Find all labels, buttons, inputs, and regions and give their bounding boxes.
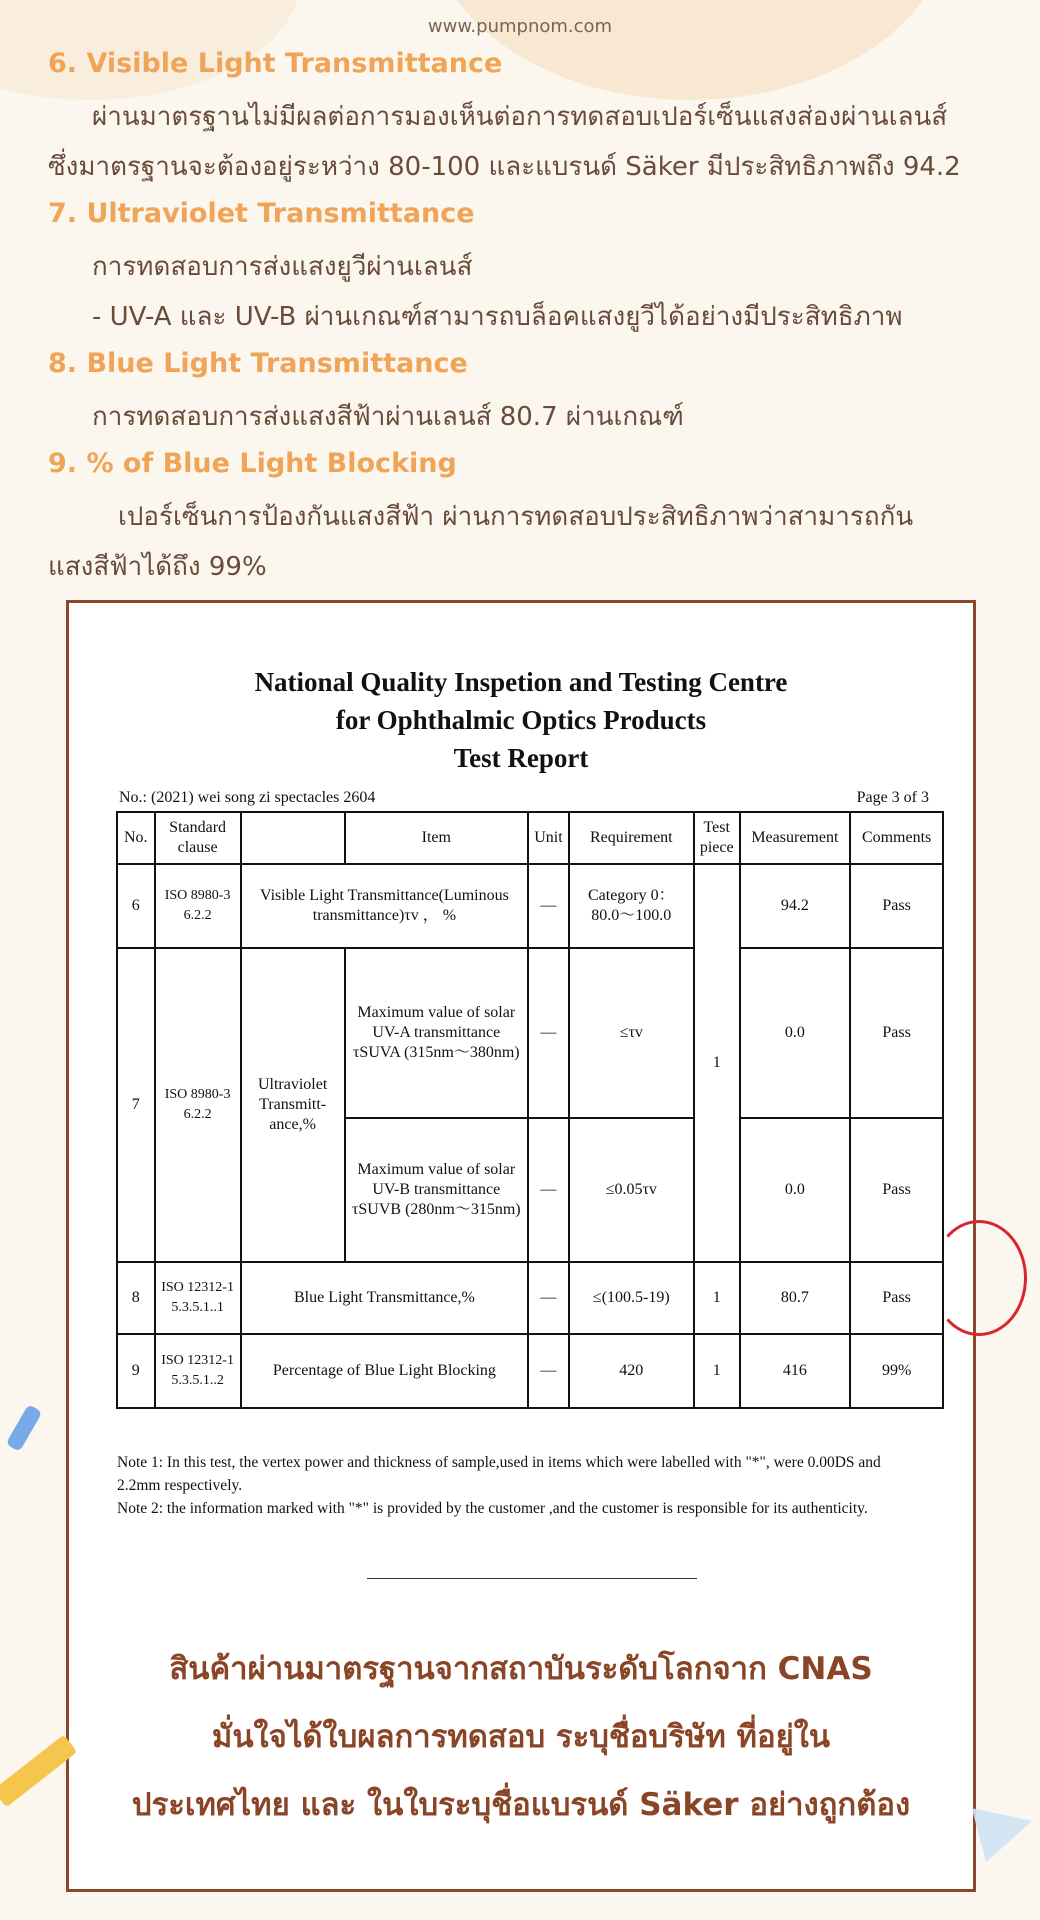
col-clause: Standard clause — [155, 812, 241, 864]
cell-no: 7 — [117, 948, 155, 1262]
cell-unit: — — [528, 1118, 569, 1262]
report-number: No.: (2021) wei song zi spectacles 2604 — [119, 789, 376, 806]
section-9-title: 9. % of Blue Light Blocking — [48, 448, 457, 479]
red-stamp-icon — [931, 1220, 1027, 1336]
paper-plane-icon — [972, 1794, 1040, 1862]
report-heading — [69, 663, 973, 777]
cell-requirement: 420 — [569, 1334, 694, 1408]
section-7-line: - UV-A และ UV-B ผ่านเกณฑ์สามารถบล็อคแสงยูวีได้อย่างมีประสิทธิภาพ — [92, 302, 903, 332]
col-requirement: Requirement — [569, 812, 694, 864]
table-row — [117, 1262, 943, 1334]
cell-requirement: ≤τv — [569, 948, 694, 1118]
cell-comments: Pass — [850, 948, 943, 1118]
section-8-line: การทดสอบการส่งแสงสีฟ้าผ่านเลนส์ 80.7 ผ่านเกณฑ์ — [92, 402, 684, 432]
section-7-line: การทดสอบการส่งแสงยูวีผ่านเลนส์ — [92, 252, 473, 282]
section-8-title: 8. Blue Light Transmittance — [48, 348, 468, 379]
report-heading-line: National Quality Inspetion and Testing Centre — [254, 667, 788, 697]
report-heading-line: Test Report — [453, 743, 589, 773]
cell-unit: — — [528, 864, 569, 948]
cell-clause: ISO 12312-1 5.3.5.1..2 — [155, 1334, 241, 1408]
col-item — [241, 812, 345, 864]
cell-unit: — — [528, 1334, 569, 1408]
footer-line: สินค้าผ่านมาตรฐานจากสถาบันระดับโลกจาก CNAS — [169, 1651, 873, 1687]
col-measurement: Measurement — [740, 812, 851, 864]
cell-no: 9 — [117, 1334, 155, 1408]
test-report-card — [66, 600, 976, 1892]
col-item-label: Item — [345, 812, 529, 864]
cell-item-group: Ultraviolet Transmitt- ance,% — [241, 948, 345, 1262]
note-1: Note 1: In this test, the vertex power and thickness of sample,used in items which were labelled with "*", were 0.00DS and 2.2mm respectively. — [117, 1454, 881, 1494]
cell-clause: ISO 8980-3 6.2.2 — [155, 948, 241, 1262]
section-6-title: 6. Visible Light Transmittance — [48, 48, 503, 79]
section-9-line: เปอร์เซ็นการป้องกันแสงสีฟ้า ผ่านการทดสอบประสิทธิภาพว่าสามารถกัน — [118, 502, 914, 532]
cell-comments: Pass — [850, 1262, 943, 1334]
cell-piece: 1 — [694, 864, 740, 1262]
cell-piece: 1 — [694, 1262, 740, 1334]
report-page: Page 3 of 3 — [856, 789, 929, 806]
decor-blob — [430, 0, 950, 100]
report-notes — [117, 1451, 927, 1520]
cell-item: Visible Light Transmittance(Luminous transmittance)τv ， % — [241, 864, 528, 948]
cell-piece: 1 — [694, 1334, 740, 1408]
section-9-line: แสงสีฟ้าได้ถึง 99% — [48, 552, 267, 582]
cell-no: 6 — [117, 864, 155, 948]
table-row — [117, 864, 943, 948]
col-piece: Test piece — [694, 812, 740, 864]
cell-measurement: 94.2 — [740, 864, 851, 948]
footer-line: มั่นใจได้ใบผลการทดสอบ ระบุชื่อบริษัท ที่อยู่ใน — [211, 1719, 831, 1755]
table-header-row — [117, 812, 943, 864]
cell-measurement: 416 — [740, 1334, 851, 1408]
section-6-line: ซึ่งมาตรฐานจะต้องอยู่ระหว่าง 80-100 และแบรนด์ Säker มีประสิทธิภาพถึง 94.2 — [48, 152, 961, 182]
cell-measurement: 0.0 — [740, 1118, 851, 1262]
footer-line: ประเทศไทย และ ในใบระบุชื่อแบรนด์ Säker อย่างถูกต้อง — [131, 1787, 911, 1823]
cell-item: Blue Light Transmittance,% — [241, 1262, 528, 1334]
test-results-table — [116, 811, 944, 1409]
table-row — [117, 948, 943, 1118]
col-unit: Unit — [528, 812, 569, 864]
site-url: www.pumpnom.com — [427, 16, 613, 37]
report-heading-line: for Ophthalmic Optics Products — [335, 705, 707, 735]
note-2: Note 2: the information marked with "*" is provided by the customer ,and the customer is responsible for its authenticity. — [117, 1500, 868, 1517]
cell-no: 8 — [117, 1262, 155, 1334]
section-7-title: 7. Ultraviolet Transmittance — [48, 198, 475, 229]
signature-rule — [367, 1578, 697, 1579]
cell-unit: — — [528, 1262, 569, 1334]
cell-measurement: 0.0 — [740, 948, 851, 1118]
cell-comments: Pass — [850, 864, 943, 948]
table-row — [117, 1334, 943, 1408]
cell-comments: 99% — [850, 1334, 943, 1408]
cell-clause: ISO 8980-3 6.2.2 — [155, 864, 241, 948]
cell-item: Percentage of Blue Light Blocking — [241, 1334, 528, 1408]
crayon-icon — [6, 1404, 43, 1452]
section-6-line: ผ่านมาตรฐานไม่มีผลต่อการมองเห็นต่อการทดสอบเปอร์เซ็นแสงส่องผ่านเลนส์ — [92, 102, 948, 132]
cell-requirement: ≤0.05τv — [569, 1118, 694, 1262]
cell-item: Maximum value of solar UV-B transmittance τSUVB (280nm～315nm) — [345, 1118, 529, 1262]
col-no: No. — [117, 812, 155, 864]
cell-unit: — — [528, 948, 569, 1118]
cell-comments: Pass — [850, 1118, 943, 1262]
cell-measurement: 80.7 — [740, 1262, 851, 1334]
cell-item: Maximum value of solar UV-A transmittance τSUVA (315nm～380nm) — [345, 948, 529, 1118]
col-comments: Comments — [850, 812, 943, 864]
cell-requirement: Category 0： 80.0～100.0 — [569, 864, 694, 948]
cell-clause: ISO 12312-1 5.3.5.1..1 — [155, 1262, 241, 1334]
cell-requirement: ≤(100.5-19) — [569, 1262, 694, 1334]
